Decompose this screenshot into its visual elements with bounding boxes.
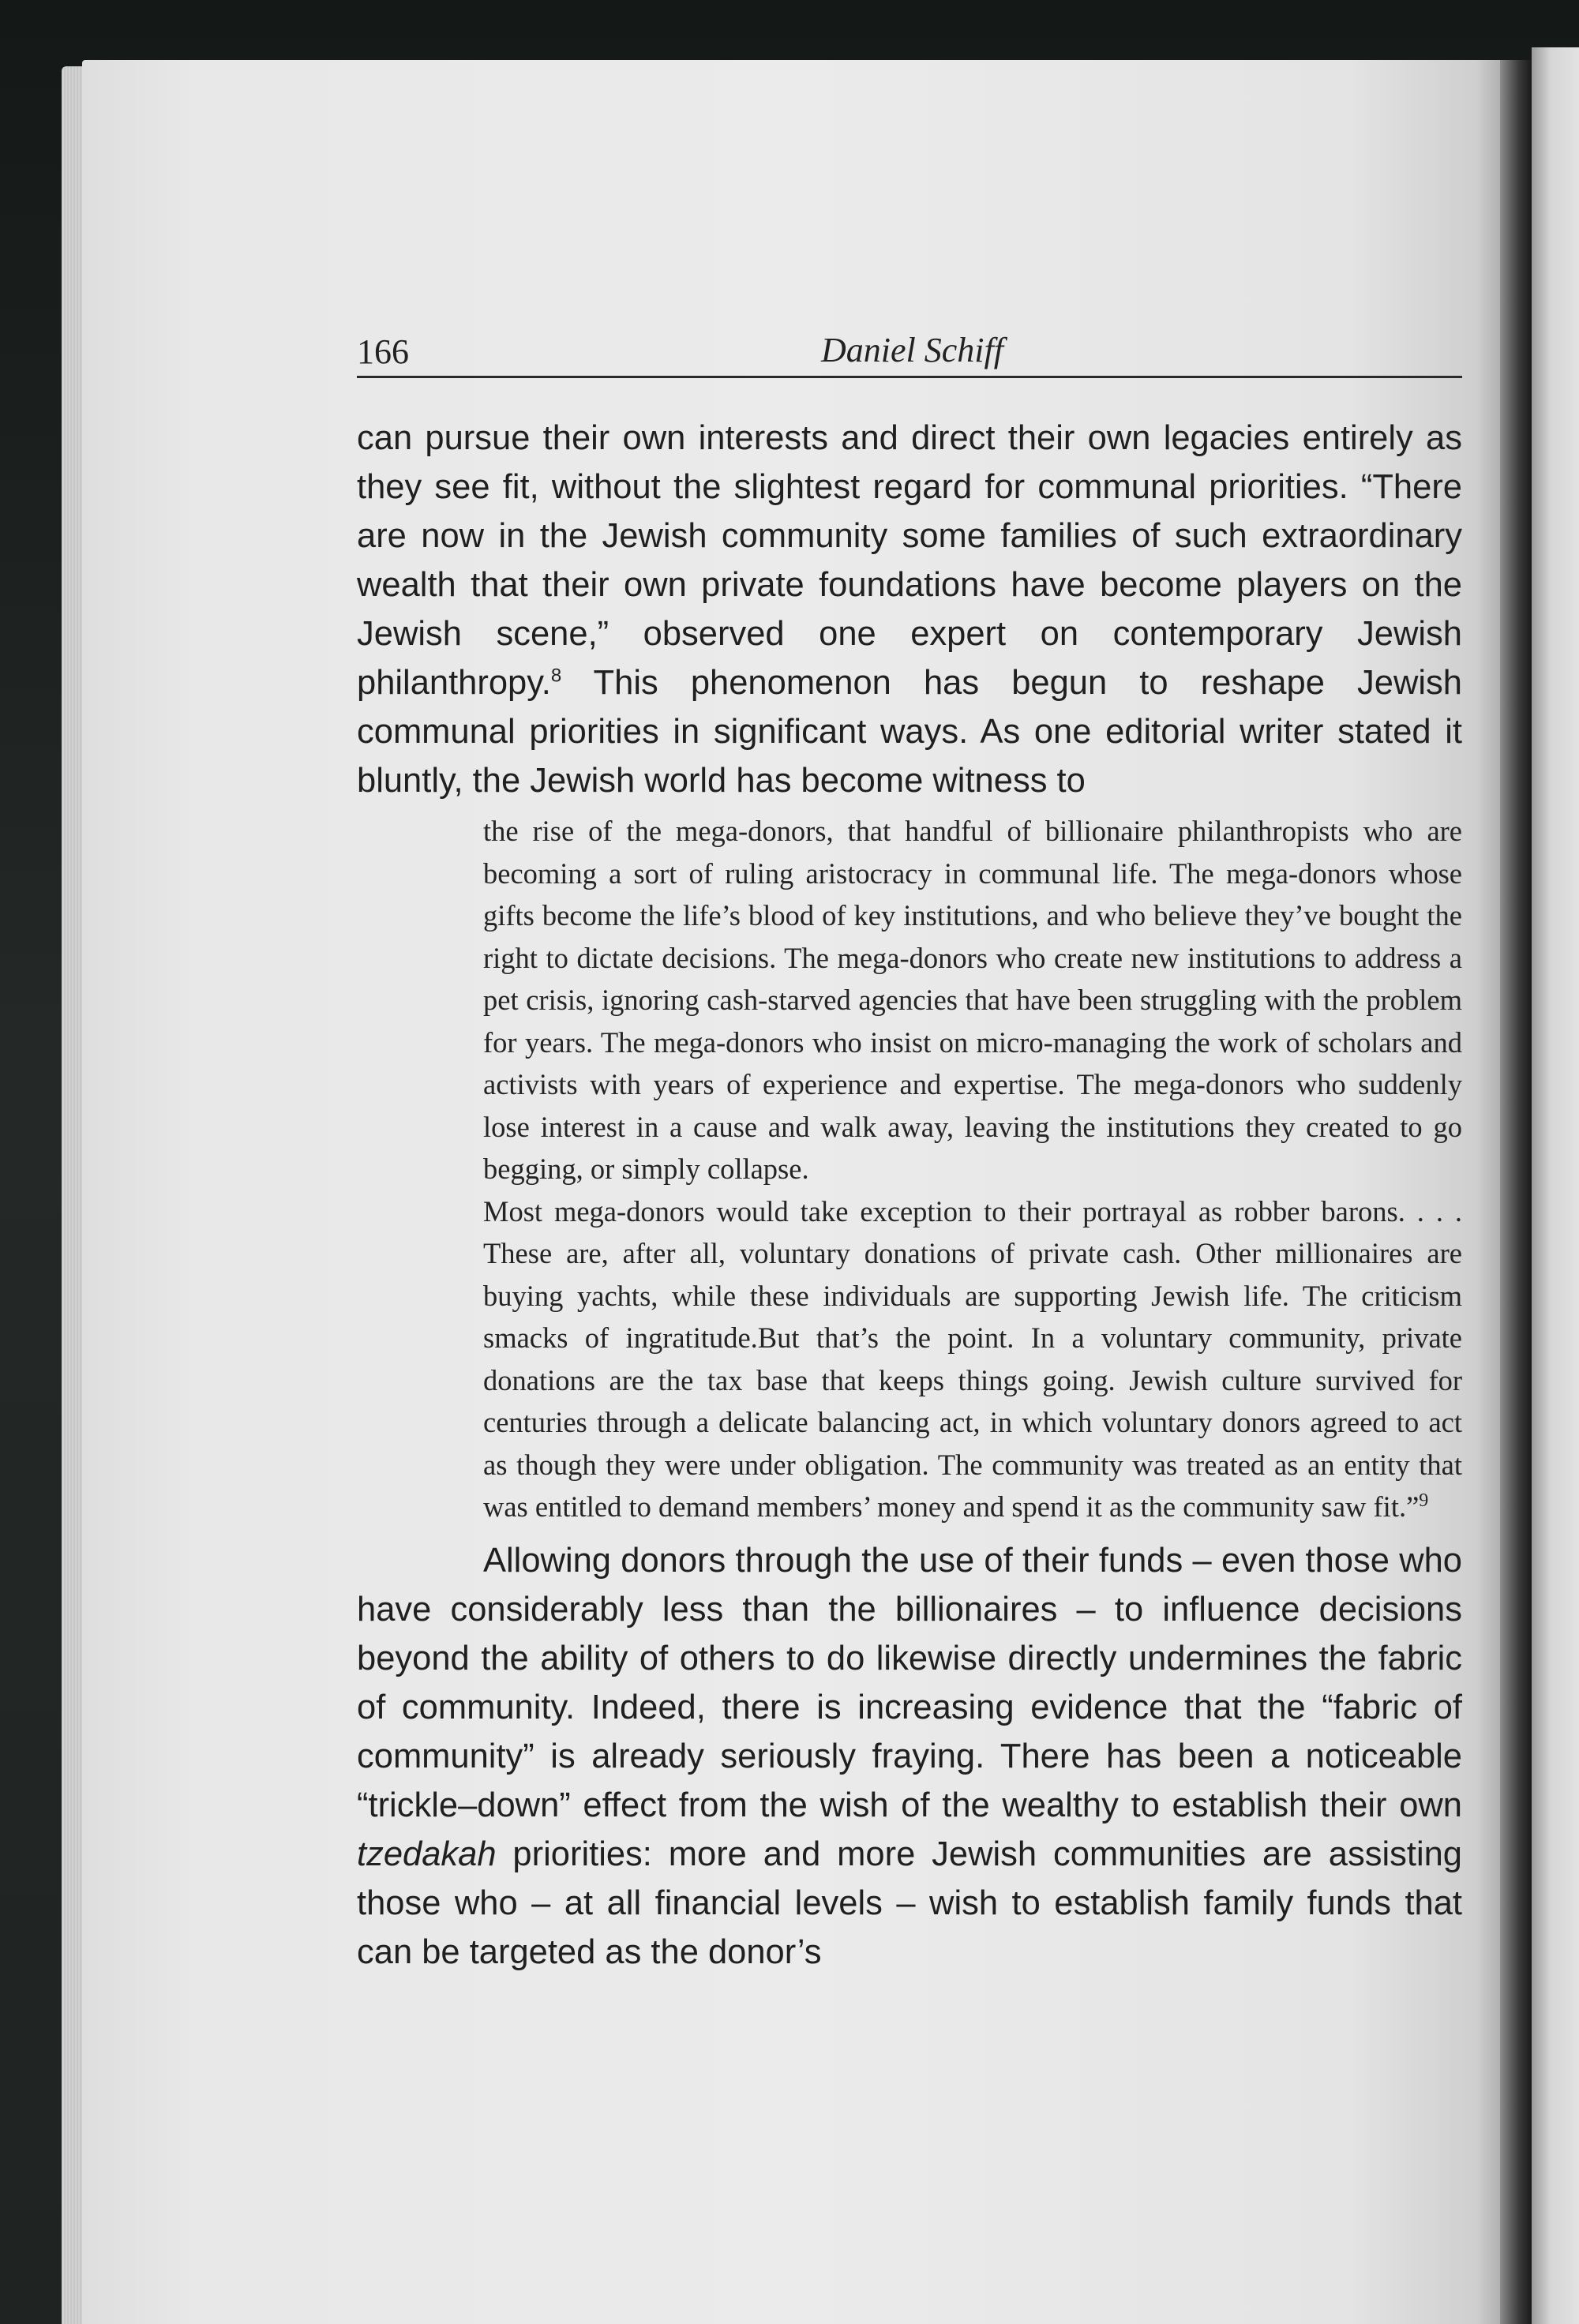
block-quote-paragraph-2-text: Most mega-donors would take exception to their portrayal as robber barons. . . . These are, after all, voluntary donations of private cash. Other millionaires are buying yachts, while these individuals are supporting Jewish life. The criticism smacks of ingratitude.But that’s the point. In a voluntary community, private donations are the tax base that keeps things going. Jewish culture survived for centuries through a delicate balancing act, in which voluntary donors agreed to act as though they were under obligation. The community was treated as an entity that was entitled to demand members’ money and spend it as the community saw fit.” xyxy=(483,1194,1462,1523)
block-quote-paragraph-1: the rise of the mega-donors, that handful of billionaire philanthropists who are becoming a sort of ruling aristocracy in communal life. The mega-donors whose gifts become the life’s blood of key institutions, and who believe they’ve bought the right to dictate decisions. The mega-donors who create new institutions to address a pet crisis, ignoring cash-starved agencies that have been struggling with the problem for years. The mega-donors who insist on micro-managing the work of scholars and activists with years of experience and expertise. The mega-donors who suddenly lose interest in a cause and walk away, leaving the institutions they created to go begging, or simply collapse. xyxy=(483,815,1462,1185)
italic-term: tzedakah xyxy=(357,1835,497,1873)
paragraph-1-continuation: This phenomenon has begun to reshape Jewish communal priorities in significant ways. As one editorial writer stated it bluntly, the Jewish world has become witness to xyxy=(357,664,1462,800)
footnote-marker: 8 xyxy=(550,665,562,687)
paragraph-2-text: Allowing donors through the use of their funds – even those who have considerably less than the billionaires – to influence decisions beyond the ability of others to do likewise directly undermines the fabric of community. Indeed, there is increasing evidence that the “fabric of community” is already seriously fraying. There has been a noticeable “trickle–down” effect from the wish of the wealthy to establish their own xyxy=(357,1541,1462,1824)
paragraph-2-continuation: priorities: more and more Jewish communities are assisting those who – at all financial levels – wish to establish family funds that can be targeted as the donor’s xyxy=(357,1835,1462,1971)
page-body xyxy=(357,414,1462,1977)
page-number: 166 xyxy=(357,332,409,371)
facing-page-edge xyxy=(1532,47,1579,2324)
running-head: Daniel Schiff xyxy=(821,331,1003,369)
block-quote xyxy=(483,810,1462,1528)
paragraph-1-text: can pursue their own interests and direct their own legacies entirely as they see fit, without the slightest regard for communal priorities. “There are now in the Jewish community some families of such extraordinary wealth that their own private foundations have become players on the Jewish scene,” observed one expert on contemporary Jewish philanthropy. xyxy=(357,419,1462,702)
paragraph-1 xyxy=(357,414,1462,805)
footnote-marker: 9 xyxy=(1419,1490,1429,1511)
book-gutter xyxy=(1500,60,1532,2324)
block-quote-paragraph-2 xyxy=(483,1190,1462,1528)
paragraph-2 xyxy=(357,1536,1462,1977)
page-header xyxy=(357,325,1462,378)
